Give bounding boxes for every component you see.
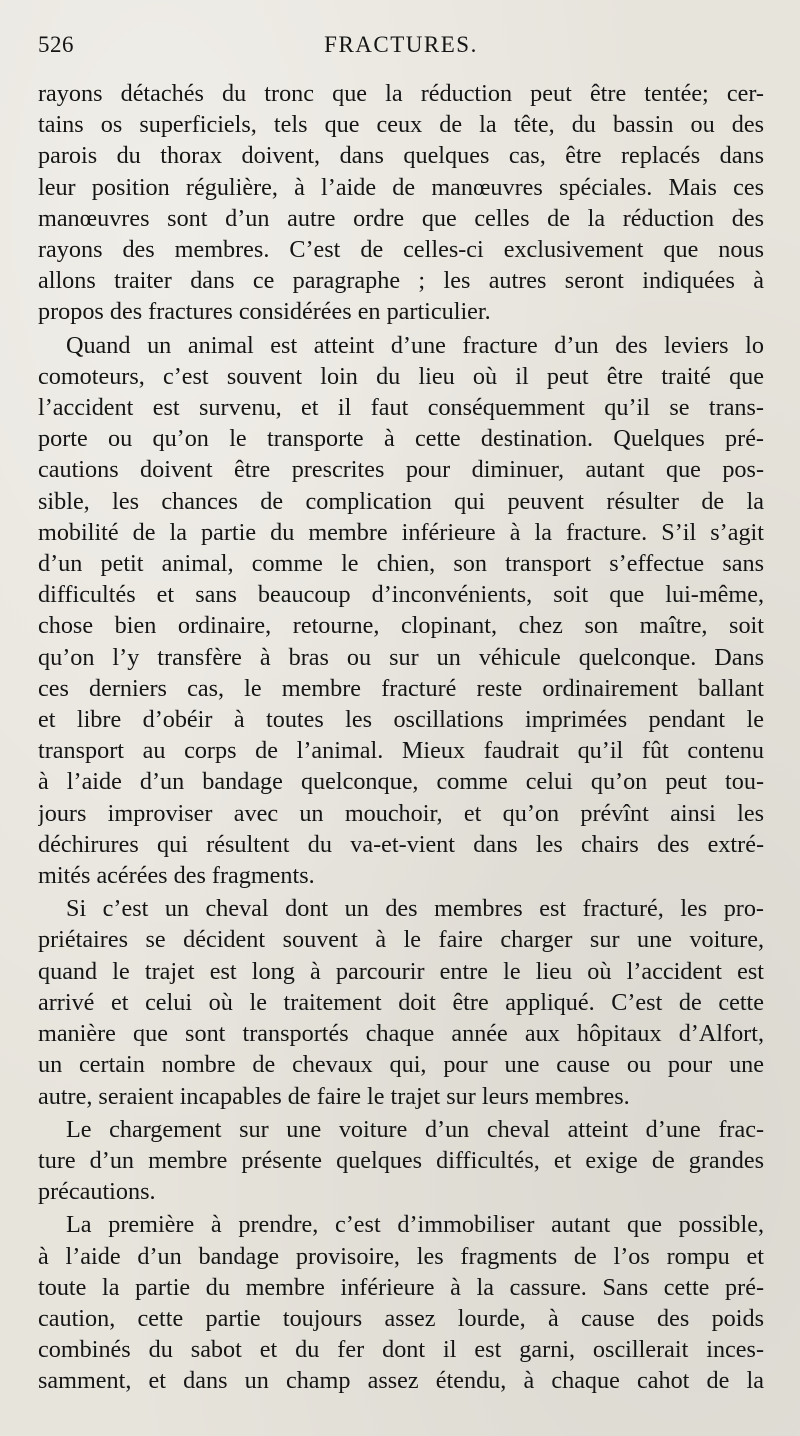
text-line: transport au corps de l’animal. Mieux faudrait qu’il fût contenu — [38, 737, 764, 765]
text-line: à l’aide d’un bandage provisoire, les fragments de l’os rompu et — [38, 1242, 764, 1270]
text-line: quand le trajet est long à parcourir entre le lieu où l’accident est — [38, 957, 764, 985]
text-line: ces derniers cas, le membre fracturé reste ordinairement ballant — [38, 674, 764, 702]
text-line: arrivé et celui où le traitement doit être appliqué. C’est de cette — [38, 988, 764, 1016]
text-line: et libre d’obéir à toutes les oscillations imprimées pendant le — [38, 706, 764, 734]
text-line: Quand un animal est atteint d’une fracture d’un des leviers lo — [66, 331, 764, 359]
running-head — [38, 30, 764, 64]
text-line: rayons des membres. C’est de celles-ci exclusivement que nous — [38, 236, 764, 264]
text-line: chose bien ordinaire, retourne, clopinant, chez son maître, soit — [38, 612, 764, 640]
text-line: l’accident est survenu, et il faut conséquemment qu’il se trans- — [38, 394, 764, 422]
text-line: jours improviser avec un mouchoir, et qu’on prévînt ainsi les — [38, 799, 764, 827]
body-text — [38, 78, 764, 1397]
text-line: allons traiter dans ce paragraphe ; les autres seront indiquées à — [38, 267, 764, 295]
text-line: samment, et dans un champ assez étendu, à chaque cahot de la — [38, 1367, 764, 1395]
text-line: rayons détachés du tronc que la réduction peut être tentée; cer- — [38, 80, 764, 107]
text-line: caution, cette partie toujours assez lourde, à cause des poids — [38, 1304, 764, 1332]
running-title: FRACTURES. — [324, 32, 478, 57]
paragraph — [38, 78, 764, 328]
text-line: manœuvres sont d’un autre ordre que celles de la réduction des — [38, 204, 764, 232]
text-line: Le chargement sur une voiture d’un cheval atteint d’une frac- — [66, 1115, 764, 1143]
text-line: tains os superficiels, tels que ceux de la tête, du bassin ou des — [38, 111, 764, 139]
text-line: priétaires se décident souvent à le faire charger sur une voiture, — [38, 926, 764, 954]
text-line: mobilité de la partie du membre inférieure à la fracture. S’il s’agit — [38, 518, 764, 546]
text-line: mités acérées des fragments. — [38, 862, 315, 890]
text-line: qu’on l’y transfère à bras ou sur un véhicule quelconque. Dans — [38, 643, 764, 671]
paragraph — [38, 1114, 764, 1208]
text-line: La première à prendre, c’est d’immobiliser autant que possible, — [66, 1211, 764, 1239]
paragraph — [38, 893, 764, 1111]
text-line: toute la partie du membre inférieure à la cassure. Sans cette pré- — [38, 1273, 764, 1301]
text-line: porte ou qu’on le transporte à cette destination. Quelques pré- — [38, 425, 764, 453]
text-line: leur position régulière, à l’aide de manœuvres spéciales. Mais ces — [38, 173, 764, 201]
text-line: autre, seraient incapables de faire le trajet sur leurs membres. — [38, 1082, 630, 1110]
text-line: difficultés et sans beaucoup d’inconvénients, soit que lui-même, — [38, 581, 764, 609]
text-line: un certain nombre de chevaux qui, pour une cause ou pour une — [38, 1051, 764, 1079]
paragraph — [38, 330, 764, 892]
text-line: sible, les chances de complication qui peuvent résulter de la — [38, 487, 764, 515]
text-line: parois du thorax doivent, dans quelques cas, être replacés dans — [38, 142, 764, 170]
text-line: cautions doivent être prescrites pour diminuer, autant que pos- — [38, 456, 764, 484]
text-line: manière que sont transportés chaque année aux hôpitaux d’Alfort, — [38, 1020, 764, 1048]
text-line: précautions. — [38, 1178, 156, 1206]
text-line: ture d’un membre présente quelques difficultés, et exige de grandes — [38, 1146, 764, 1174]
text-line: à l’aide d’un bandage quelconque, comme celui qu’on peut tou- — [38, 768, 764, 796]
paragraph — [38, 1209, 764, 1396]
text-line: propos des fractures considérées en particulier. — [38, 298, 491, 326]
page-number: 526 — [38, 32, 74, 57]
text-line: Si c’est un cheval dont un des membres est fracturé, les pro- — [66, 895, 764, 923]
text-line: d’un petit animal, comme le chien, son transport s’effectue sans — [38, 550, 764, 578]
text-line: combinés du sabot et du fer dont il est garni, oscillerait inces- — [38, 1336, 764, 1364]
text-line: comoteurs, c’est souvent loin du lieu où il peut être traité que — [38, 362, 764, 390]
text-line: déchirures qui résultent du va-et-vient dans les chairs des extré- — [38, 830, 764, 858]
